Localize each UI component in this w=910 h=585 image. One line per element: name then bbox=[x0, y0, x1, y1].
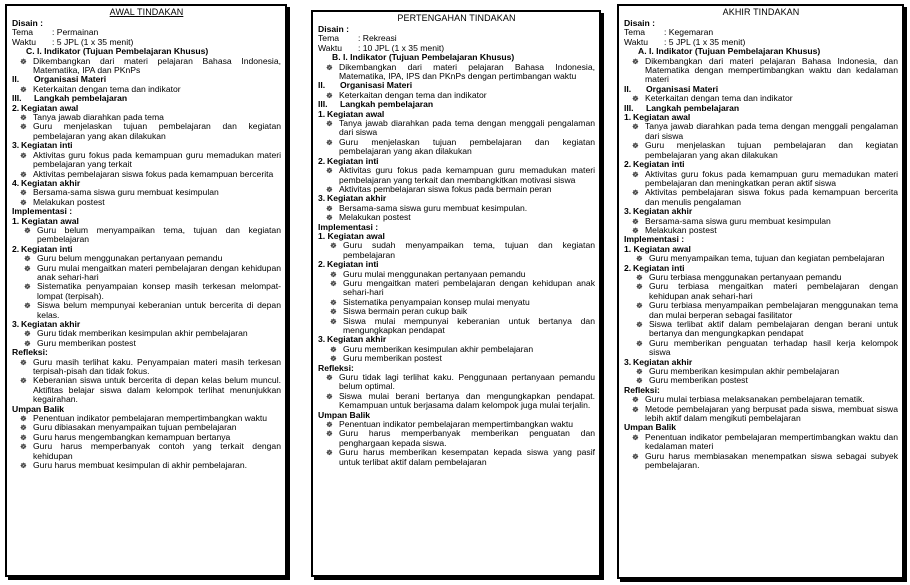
list-item-text: Bersama-sama siswa guru membuat kesimpulan bbox=[33, 187, 219, 198]
section-number: 2. bbox=[12, 243, 20, 254]
list-item-text: Guru mulai menggunakan pertanyaan pemandu bbox=[343, 268, 526, 279]
section-number: II. bbox=[624, 83, 632, 94]
section-heading-text: Kegiatan akhir bbox=[633, 206, 693, 217]
section-number: III. bbox=[318, 99, 328, 110]
list-item-text: Keterkaitan dengan tema dan indikator bbox=[33, 83, 181, 94]
section-number: 3. bbox=[318, 193, 326, 204]
list-item bbox=[12, 282, 281, 301]
impl-kegiatan-awal-heading: 1. Kegiatan awal bbox=[318, 230, 385, 241]
bullet-icon: ☸ bbox=[632, 94, 639, 104]
column-awal-tindakan bbox=[5, 4, 287, 577]
bullet-icon: ☸ bbox=[632, 216, 639, 226]
bullet-icon: ☸ bbox=[330, 344, 337, 354]
list-item-text: Guru terbiasa menyampaikan pembelajaran menggunakan tema dan mulai berperan sebagai fasilitator bbox=[649, 300, 898, 320]
bullet-icon: ☸ bbox=[326, 420, 333, 430]
tema-key: Tema bbox=[318, 33, 340, 44]
list-item bbox=[318, 119, 595, 138]
list-item-text: Guru tidak lagi terlihat kaku. Penggunaan pertanyaan pemandu belum optimal. bbox=[339, 372, 595, 392]
bullet-icon: ☸ bbox=[326, 448, 333, 458]
bullet-icon: ☸ bbox=[632, 395, 639, 405]
section-heading-text: Kegiatan akhir bbox=[21, 319, 81, 329]
bullet-icon: ☸ bbox=[632, 122, 639, 132]
list-item-text: Guru harus membiasakan menempatkan siswa sebagai subyek pembelajaran. bbox=[645, 450, 898, 471]
refleksi-heading: Refleksi: bbox=[12, 347, 48, 358]
implementasi-heading: Implementasi : bbox=[624, 234, 685, 245]
section-number: 2. bbox=[624, 159, 632, 170]
waktu-key: Waktu bbox=[12, 36, 37, 47]
list-item-text: Melakukan postest bbox=[339, 212, 411, 223]
list-item-text: Guru sudah menyampaikan tema, tujuan dan kegiatan pembelajaran bbox=[343, 240, 595, 260]
refleksi-heading: Refleksi: bbox=[318, 362, 354, 373]
waktu-value: : 5 JPL (1 x 35 menit) bbox=[664, 36, 746, 47]
list-item bbox=[624, 141, 898, 160]
list-item-text: Guru belum menggunakan pertanyaan pemandu bbox=[37, 253, 223, 264]
list-item-text: Guru terbiasa menggunakan pertanyaan pemandu bbox=[649, 271, 842, 282]
section-number: 3. bbox=[12, 319, 20, 329]
bullet-icon: ☸ bbox=[326, 119, 333, 129]
section-number: II. bbox=[318, 80, 326, 91]
list-item-text: Dikembangkan dari materi pelajaran Bahasa Indonesia, Matematika, IPA dan PKnPs bbox=[33, 55, 281, 76]
bullet-icon: ☸ bbox=[636, 301, 643, 311]
bullet-icon: ☸ bbox=[20, 122, 27, 132]
list-item bbox=[624, 433, 898, 452]
list-item-text: Aktivitas guru fokus pada kemampuan guru memadukan materi pembelajaran yang terkait bbox=[33, 149, 281, 170]
bullet-icon: ☸ bbox=[20, 169, 27, 179]
bullet-icon: ☸ bbox=[20, 197, 27, 207]
umpan-balik-heading: Umpan Balik bbox=[624, 422, 677, 433]
section-number: II. bbox=[12, 74, 20, 85]
bullet-icon: ☸ bbox=[326, 90, 333, 100]
list-item-text: Guru menjelaskan tujuan pembelajaran dan kegiatan pembelajaran yang akan dilakukan bbox=[339, 136, 595, 157]
indikator-heading: B. I. Indikator (Tujuan Pembelajaran Khusus) bbox=[332, 52, 515, 63]
list-item-text: Guru menyampaikan tema, tujuan dan kegiatan pembelajaran bbox=[649, 253, 885, 264]
bullet-icon: ☸ bbox=[326, 203, 333, 213]
column-title: AWAL TINDAKAN bbox=[109, 7, 184, 17]
list-item-text: Guru memberikan kesimpulan akhir pembelajaran bbox=[649, 366, 840, 377]
list-item-text: Guru harus mengembangkan kemampuan bertanya bbox=[33, 431, 231, 442]
section-heading-text: Organisasi Materi bbox=[34, 74, 107, 85]
list-item-text: Penentuan indikator pembelajaran mempertimbangkan waktu dan kedalaman materi bbox=[645, 431, 898, 452]
tema-key: Tema bbox=[624, 27, 646, 38]
bullet-icon: ☸ bbox=[20, 423, 27, 433]
section-number: 3. bbox=[624, 206, 632, 217]
implementasi-heading: Implementasi : bbox=[318, 221, 379, 232]
bullet-icon: ☸ bbox=[636, 254, 643, 264]
section-heading-text: Langkah pembelajaran bbox=[34, 93, 128, 104]
list-item-text: Guru belum menyampaikan tema, tujuan dan kegiatan pembelajaran bbox=[37, 224, 281, 245]
bullet-icon: ☸ bbox=[20, 188, 27, 198]
bullet-icon: ☸ bbox=[24, 225, 31, 235]
list-item bbox=[624, 376, 898, 385]
section-number: 1. bbox=[624, 112, 632, 123]
bullet-icon: ☸ bbox=[326, 184, 333, 194]
list-item bbox=[624, 282, 898, 301]
bullet-icon: ☸ bbox=[326, 373, 333, 383]
bullet-icon: ☸ bbox=[326, 166, 333, 176]
list-item bbox=[624, 339, 898, 358]
section-number: 1. bbox=[318, 108, 326, 119]
umpan-balik-heading: Umpan Balik bbox=[12, 403, 65, 414]
bullet-icon: ☸ bbox=[326, 429, 333, 439]
section-number: 3. bbox=[624, 356, 632, 367]
list-item bbox=[318, 241, 595, 260]
list-item bbox=[318, 392, 595, 411]
list-item-text: Guru mulai mengaitkan materi pembelajaran dengan kehidupan anak sehari-hari bbox=[37, 262, 281, 282]
list-item-text: Guru menjelaskan tujuan pembelajaran dan kegiatan pembelajaran yang akan dilakukan bbox=[33, 121, 281, 141]
list-item-text: Guru memberikan penguatan terhadap hasil kerja kelompok siswa bbox=[649, 337, 898, 358]
bullet-icon: ☸ bbox=[24, 329, 31, 339]
bullet-icon: ☸ bbox=[330, 307, 337, 317]
list-item-text: Dikembangkan dari materi pelajaran Bahasa Indonesia, Matematika, IPA, IPS dan PKnPs dengan pertimbangan waktu bbox=[339, 61, 595, 82]
list-item bbox=[624, 188, 898, 207]
bullet-icon: ☸ bbox=[632, 225, 639, 235]
bullet-icon: ☸ bbox=[326, 137, 333, 147]
bullet-icon: ☸ bbox=[20, 376, 27, 386]
bullet-icon: ☸ bbox=[20, 113, 27, 123]
bullet-icon: ☸ bbox=[636, 376, 643, 386]
section-heading-text: Organisasi Materi bbox=[646, 83, 719, 94]
list-item bbox=[624, 122, 898, 141]
list-item bbox=[624, 405, 898, 424]
list-item-text: Bersama-sama siswa guru membuat kesimpulan bbox=[645, 215, 831, 226]
list-item-text: Aktivitas pembelajaran siswa fokus pada kemampuan bercerita bbox=[33, 168, 274, 179]
bullet-icon: ☸ bbox=[636, 338, 643, 348]
section-heading-text: Langkah pembelajaran bbox=[646, 102, 740, 113]
list-item bbox=[12, 339, 281, 348]
column-akhir-tindakan bbox=[617, 4, 904, 579]
disain-label: Disain : bbox=[318, 24, 350, 34]
list-item bbox=[318, 63, 595, 82]
list-item bbox=[12, 376, 281, 404]
bullet-icon: ☸ bbox=[636, 282, 643, 292]
column-body bbox=[313, 12, 599, 467]
bullet-icon: ☸ bbox=[632, 169, 639, 179]
bullet-icon: ☸ bbox=[330, 269, 337, 279]
bullet-icon: ☸ bbox=[24, 301, 31, 311]
list-item-text: Guru harus membuat kesimpulan di akhir pembelajaran. bbox=[33, 460, 247, 471]
section-heading-text: Kegiatan akhir bbox=[327, 334, 387, 345]
column-title: AKHIR TINDAKAN bbox=[722, 7, 800, 17]
bullet-icon: ☸ bbox=[24, 263, 31, 273]
section-heading-text: Organisasi Materi bbox=[340, 80, 413, 91]
section-heading-text: Kegiatan awal bbox=[21, 102, 79, 113]
list-item bbox=[624, 170, 898, 189]
bullet-icon: ☸ bbox=[330, 241, 337, 251]
bullet-icon: ☸ bbox=[632, 141, 639, 151]
section-number: III. bbox=[624, 102, 634, 113]
section-number: 2. bbox=[12, 102, 20, 113]
list-item-text: Penentuan indikator pembelajaran mempertimbangkan waktu bbox=[339, 419, 574, 430]
section-heading-text: Kegiatan inti bbox=[327, 155, 379, 166]
section-number: 2. bbox=[318, 155, 326, 166]
section-heading-text: Kegiatan inti bbox=[21, 140, 73, 151]
list-item bbox=[318, 429, 595, 448]
list-item-text: Siswa belum mempunyai keberanian untuk bercerita di depan kelas. bbox=[37, 300, 281, 320]
list-item bbox=[624, 57, 898, 85]
bullet-icon: ☸ bbox=[330, 278, 337, 288]
list-item-text: Guru dibiasakan menyampaikan tujuan pembelajaran bbox=[33, 422, 237, 433]
waktu-key: Waktu bbox=[624, 36, 649, 47]
list-item-text: Guru memberikan postest bbox=[649, 375, 748, 386]
list-item bbox=[318, 166, 595, 185]
list-item-text: Guru masih terlihat kaku. Penyampaian materi masih terkesan terpisah-pisah dan tidak fokus. bbox=[33, 356, 281, 377]
bullet-icon: ☸ bbox=[632, 451, 639, 461]
list-item-text: Keberanian siswa untuk bercerita di depan kelas belum muncul. Aktifitas belajar siswa dalam kelompok terlihat menunjukkan kegairahan. bbox=[33, 375, 281, 405]
section-heading-text: Kegiatan inti bbox=[327, 259, 379, 270]
column-body bbox=[7, 6, 285, 471]
list-item-text: Bersama-sama siswa guru membuat kesimpulan. bbox=[339, 202, 528, 213]
bullet-icon: ☸ bbox=[20, 461, 27, 471]
list-item-text: Guru harus memperbanyak contoh yang terkait dengan kehidupan bbox=[33, 441, 281, 461]
waktu-value: : 10 JPL (1 x 35 menit) bbox=[358, 42, 445, 53]
list-item-text: Guru harus memberikan kesempatan kepada siswa yang pasif untuk terlibat aktif dalam pembelajaran bbox=[339, 447, 595, 467]
section-heading-text: Kegiatan akhir bbox=[633, 356, 693, 367]
list-item bbox=[624, 452, 898, 471]
list-item-text: Guru harus memperbanyak memberikan penguatan dan penghargaan kepada siswa. bbox=[339, 428, 595, 448]
disain-label: Disain : bbox=[624, 18, 656, 28]
section-number: 4. bbox=[12, 177, 20, 188]
bullet-icon: ☸ bbox=[20, 84, 27, 94]
list-item-text: Penentuan indikator pembelajaran mempertimbangkan waktu bbox=[33, 413, 268, 424]
umpan-balik-heading: Umpan Balik bbox=[318, 409, 371, 420]
list-item-text: Siswa terlibat aktif dalam pembelajaran dengan berani untuk bertanya dan mengungkapkan pendapat bbox=[649, 319, 898, 339]
section-heading-text: Kegiatan inti bbox=[633, 262, 685, 273]
list-item bbox=[12, 151, 281, 170]
column-pertengahan-tindakan bbox=[311, 10, 601, 577]
list-item bbox=[624, 301, 898, 320]
list-item-text: Aktivitas pembelajaran siswa fokus pada kemampuan bercerita dan menulis pengalaman bbox=[645, 187, 898, 207]
list-item-text: Sistematika penyampaian konsep masih terkesan melompat-lompat (terpisah). bbox=[37, 281, 281, 301]
list-item bbox=[318, 448, 595, 467]
bullet-icon: ☸ bbox=[20, 357, 27, 367]
bullet-icon: ☸ bbox=[636, 367, 643, 377]
list-item-text: Melakukan postest bbox=[645, 224, 717, 235]
bullet-icon: ☸ bbox=[24, 282, 31, 292]
column-body bbox=[619, 6, 902, 471]
waktu-value: : 5 JPL (1 x 35 menit) bbox=[52, 36, 134, 47]
list-item-text: Guru terbiasa mengaitkan materi pembelajaran dengan kehidupan anak sehari-hari bbox=[649, 281, 898, 301]
column-title: PERTENGAHAN TINDAKAN bbox=[397, 13, 516, 23]
section-heading-text: Langkah pembelajaran bbox=[340, 99, 434, 110]
bullet-icon: ☸ bbox=[326, 62, 333, 72]
section-heading-text: Kegiatan awal bbox=[327, 108, 385, 119]
list-item-text: Melakukan postest bbox=[33, 196, 105, 207]
bullet-icon: ☸ bbox=[20, 432, 27, 442]
refleksi-heading: Refleksi: bbox=[624, 384, 660, 395]
tema-value: : Permainan bbox=[52, 27, 99, 38]
bullet-icon: ☸ bbox=[632, 188, 639, 198]
impl-kegiatan-awal-heading: 1. Kegiatan awal bbox=[624, 243, 691, 254]
tema-value: : Rekreasi bbox=[358, 33, 397, 44]
bullet-icon: ☸ bbox=[330, 316, 337, 326]
section-number: 3. bbox=[12, 140, 20, 151]
list-item-text: Tanya jawab diarahkan pada tema dengan menggali pengalaman dari siswa bbox=[339, 118, 595, 138]
bullet-icon: ☸ bbox=[20, 56, 27, 66]
section-heading-text: Kegiatan inti bbox=[21, 243, 73, 254]
bullet-icon: ☸ bbox=[24, 338, 31, 348]
list-item-text: Guru memberikan postest bbox=[37, 337, 136, 348]
list-item bbox=[318, 279, 595, 298]
list-item bbox=[12, 358, 281, 377]
list-item-text: Guru memberikan kesimpulan akhir pembelajaran bbox=[343, 343, 534, 354]
list-item bbox=[624, 320, 898, 339]
bullet-icon: ☸ bbox=[632, 56, 639, 66]
bullet-icon: ☸ bbox=[20, 150, 27, 160]
bullet-icon: ☸ bbox=[20, 414, 27, 424]
bullet-icon: ☸ bbox=[632, 404, 639, 414]
list-item bbox=[318, 138, 595, 157]
tema-value: : Kegemaran bbox=[664, 27, 714, 38]
list-item bbox=[12, 226, 281, 245]
list-item-text: Siswa mulai mempunyai keberanian untuk bertanya dan mengungkapkan pendapat bbox=[343, 315, 595, 335]
list-item bbox=[12, 264, 281, 283]
impl-kegiatan-awal-heading: 1. Kegiatan awal bbox=[12, 215, 79, 226]
list-item-text: Siswa bermain peran cukup baik bbox=[343, 306, 468, 317]
section-number: 2. bbox=[624, 262, 632, 273]
bullet-icon: ☸ bbox=[636, 320, 643, 329]
bullet-icon: ☸ bbox=[24, 254, 31, 264]
bullet-icon: ☸ bbox=[326, 213, 333, 223]
list-item-text: Guru mulai terbiasa melaksanakan pembelajaran tematik. bbox=[645, 394, 865, 405]
list-item bbox=[318, 373, 595, 392]
section-heading-text: Kegiatan awal bbox=[633, 112, 691, 123]
list-item-text: Siswa mulai berani bertanya dan mengungkapkan pendapat. Kemampuan untuk berjasama dalam kelompok juga mulai terjalin. bbox=[339, 390, 595, 411]
bullet-icon: ☸ bbox=[632, 432, 639, 442]
list-item-text: Aktivitas pembelajaran siswa fokus pada bermain peran bbox=[339, 183, 552, 194]
list-item bbox=[12, 57, 281, 76]
section-number: 3. bbox=[318, 334, 326, 345]
list-item-text: Guru mengaitkan materi pembelajaran dengan kehidupan anak sehari-hari bbox=[343, 277, 595, 298]
bullet-icon: ☸ bbox=[20, 442, 27, 452]
implementasi-heading: Implementasi : bbox=[12, 206, 73, 217]
list-item-text: Metode pembelajaran yang berpusat pada siswa, membuat siswa lebih aktif dalam mengikuti pembelajaran bbox=[645, 403, 898, 424]
list-item-text: Keterkaitan dengan tema dan indikator bbox=[645, 93, 793, 104]
list-item bbox=[12, 442, 281, 461]
waktu-key: Waktu bbox=[318, 42, 343, 53]
list-item-text: Sistematika penyampaian konsep mulai menyatu bbox=[343, 296, 530, 307]
list-item bbox=[318, 317, 595, 336]
list-item-text: Guru tidak memberikan kesimpulan akhir pembelajaran bbox=[37, 328, 248, 339]
list-item-text: Dikembangkan dari materi pelajaran Bahasa Indonesia, dan Matematika dengan mempertimbangkan waktu dan kedalaman materi bbox=[645, 55, 898, 85]
section-heading-text: Kegiatan inti bbox=[633, 159, 685, 170]
list-item-text: Guru memberikan postest bbox=[343, 353, 442, 364]
list-item-text: Keterkaitan dengan tema dan indikator bbox=[339, 89, 487, 100]
list-item bbox=[318, 354, 595, 363]
bullet-icon: ☸ bbox=[330, 354, 337, 364]
indikator-heading: A. I. Indikator (Tujuan Pembelajaran Khusus) bbox=[638, 46, 821, 57]
disain-label: Disain : bbox=[12, 18, 44, 28]
list-item-text: Tanya jawab diarahkan pada tema bbox=[33, 112, 164, 123]
list-item-text: Aktivitas guru fokus pada kemampuan guru memadukan materi pembelajaran dan meningkatkan peran aktif siswa bbox=[645, 168, 898, 188]
list-item-text: Tanya jawab diarahkan pada tema dengan menggali pengalaman dari siswa bbox=[645, 121, 898, 141]
list-item-text: Guru menjelaskan tujuan pembelajaran dan kegiatan pembelajaran yang akan dilakukan bbox=[645, 140, 898, 160]
section-heading-text: Kegiatan akhir bbox=[327, 193, 387, 204]
list-item bbox=[12, 461, 281, 470]
section-number: III. bbox=[12, 93, 22, 104]
bullet-icon: ☸ bbox=[330, 297, 337, 307]
bullet-icon: ☸ bbox=[636, 272, 643, 282]
list-item-text: Aktivitas guru fokus pada kemampuan guru memadukan materi pembelajaran yang terkait dan membangkitkan motivasi siswa bbox=[339, 165, 595, 185]
list-item bbox=[12, 301, 281, 320]
indikator-heading: C. I. Indikator (Tujuan Pembelajaran Khusus) bbox=[26, 46, 209, 57]
section-heading-text: Kegiatan akhir bbox=[21, 177, 81, 188]
section-number: 2. bbox=[318, 259, 326, 270]
tema-key: Tema bbox=[12, 27, 34, 38]
bullet-icon: ☸ bbox=[326, 391, 333, 401]
list-item bbox=[12, 122, 281, 141]
